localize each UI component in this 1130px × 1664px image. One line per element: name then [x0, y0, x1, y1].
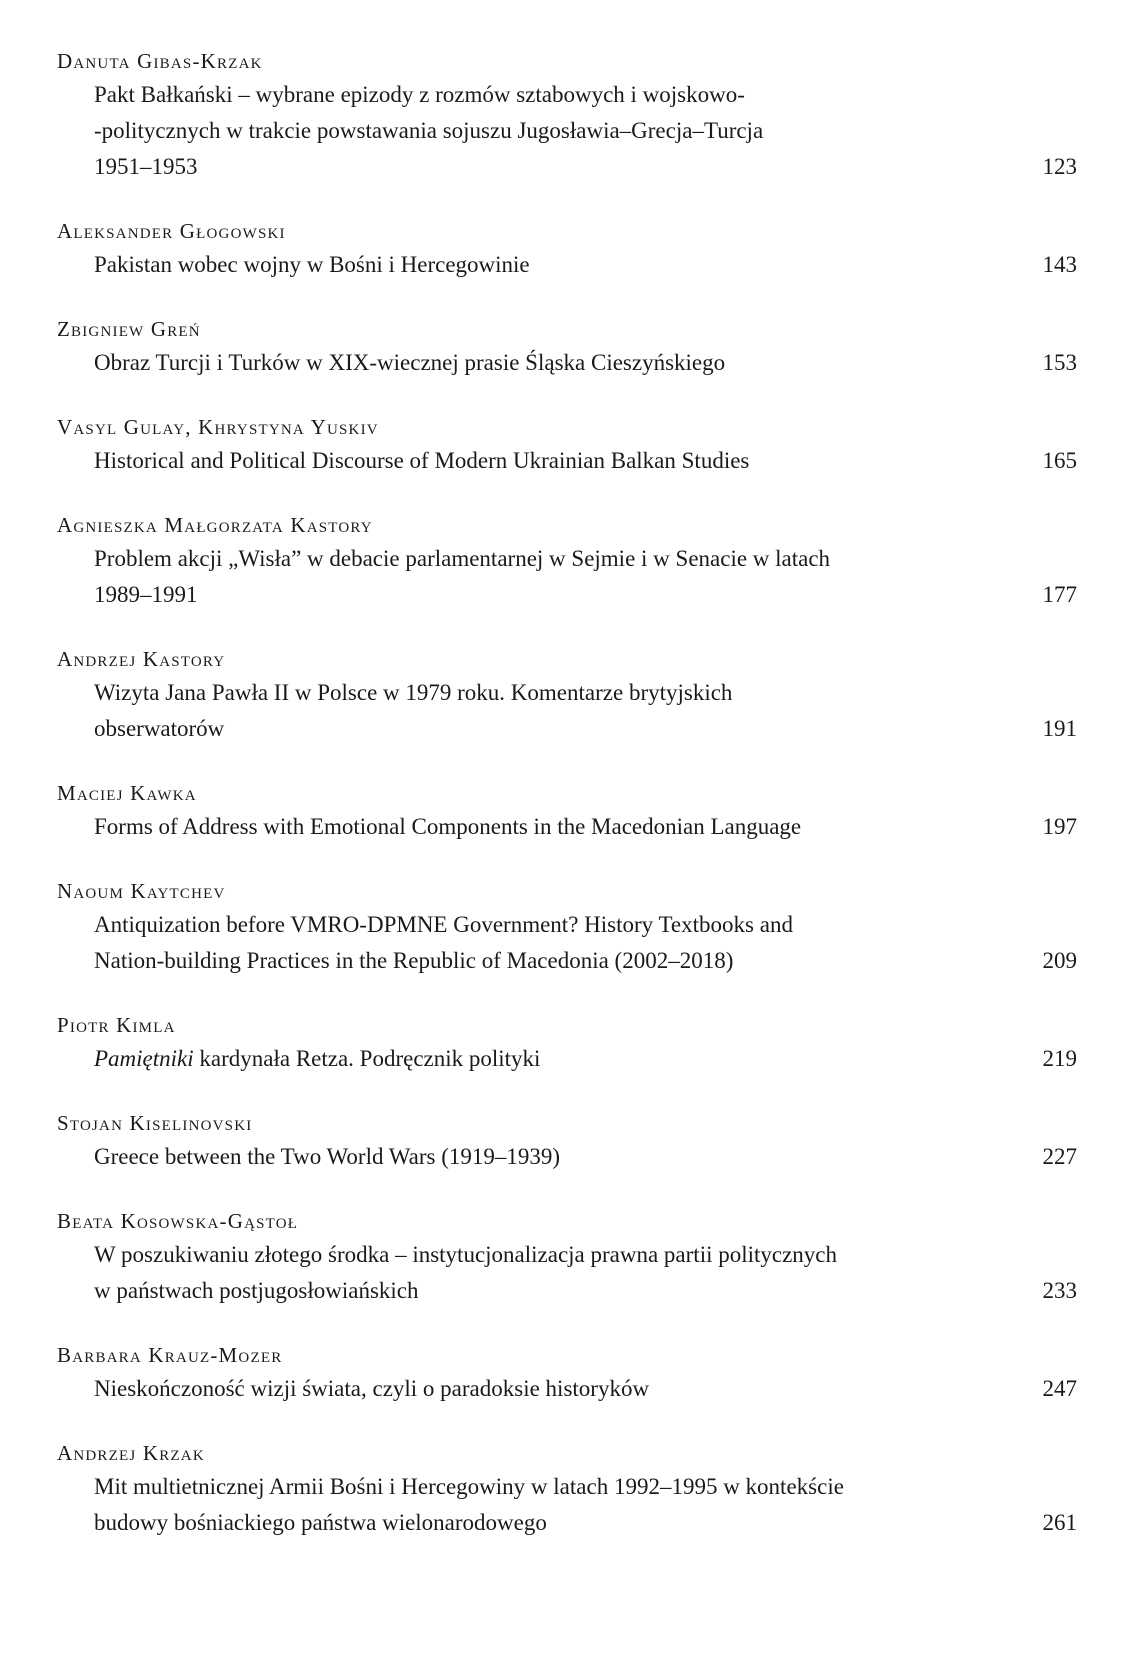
- toc-entry: [57, 1438, 1077, 1541]
- entry-title-row: [57, 1041, 1077, 1077]
- toc-entry: [57, 1340, 1077, 1407]
- title-line: Forms of Address with Emotional Components in the Macedonian Language: [94, 814, 802, 839]
- toc-entry: [57, 1206, 1077, 1309]
- entry-page-number: 261: [1042, 1510, 1077, 1535]
- entry-title-row: [57, 443, 1077, 479]
- title-line: [94, 1041, 967, 1077]
- title-line: Pakistan wobec wojny w Bośni i Hercegowinie: [94, 252, 530, 277]
- title-line: Obraz Turcji i Turków w XIX-wiecznej prasie Śląska Cieszyńskiego: [94, 350, 726, 375]
- entry-title: [94, 1041, 1017, 1077]
- entry-title-row: [57, 247, 1077, 283]
- entry-title: [94, 247, 1017, 283]
- entry-title: [94, 1469, 1017, 1541]
- toc-entry: [57, 778, 1077, 845]
- title-line: w państwach postjugosłowiańskich: [94, 1278, 419, 1303]
- entry-page-number: 123: [1042, 154, 1077, 179]
- title-line: 1989–1991: [94, 582, 198, 607]
- toc-entry: [57, 412, 1077, 479]
- entry-author: Stojan Kiselinovski: [57, 1111, 253, 1135]
- title-line: Mit multietnicznej Armii Bośni i Hercegowiny w latach 1992–1995 w kontekście: [94, 1474, 844, 1499]
- title-line: budowy bośniackiego państwa wielonarodowego: [94, 1510, 547, 1535]
- entry-author: Andrzej Krzak: [57, 1441, 205, 1465]
- title-line: -politycznych w trakcie powstawania sojuszu Jugosławia–Grecja–Turcja: [94, 118, 764, 143]
- title-line: Nieskończoność wizji świata, czyli o paradoksie historyków: [94, 1376, 650, 1401]
- entry-page-number: 209: [1042, 948, 1077, 973]
- entry-title-row: [57, 1469, 1077, 1541]
- toc-entry: [57, 876, 1077, 979]
- entry-title-row: [57, 345, 1077, 381]
- title-rest-part: kardynała Retza. Podręcznik polityki: [193, 1046, 541, 1071]
- entry-title-row: [57, 541, 1077, 613]
- entry-title-row: [57, 809, 1077, 845]
- toc-entry: [57, 510, 1077, 613]
- entry-author: Barbara Krauz-Mozer: [57, 1343, 283, 1367]
- toc-entry: [57, 1108, 1077, 1175]
- title-italic-part: Pamiętniki: [94, 1046, 194, 1071]
- entry-page-number: 219: [1042, 1046, 1077, 1071]
- entry-title: [94, 77, 1017, 185]
- entry-author: Piotr Kimla: [57, 1013, 176, 1037]
- entry-author: Naoum Kaytchev: [57, 879, 226, 903]
- entry-title-row: [57, 1237, 1077, 1309]
- entry-title: [94, 1371, 1017, 1407]
- entry-title: [94, 541, 1017, 613]
- entry-page-number: 227: [1042, 1144, 1077, 1169]
- toc-entry: [57, 216, 1077, 283]
- toc-entry: [57, 314, 1077, 381]
- title-line: Antiquization before VMRO-DPMNE Government? History Textbooks and: [94, 912, 793, 937]
- entry-title: [94, 443, 1017, 479]
- entry-page-number: 247: [1042, 1376, 1077, 1401]
- title-line: 1951–1953: [94, 154, 198, 179]
- entry-title: [94, 345, 1017, 381]
- entry-page-number: 165: [1042, 448, 1077, 473]
- title-line: Wizyta Jana Pawła II w Polsce w 1979 roku. Komentarze brytyjskich: [94, 680, 733, 705]
- entry-author: Beata Kosowska-Gąstoł: [57, 1209, 299, 1233]
- entry-page-number: 197: [1042, 814, 1077, 839]
- title-line: Greece between the Two World Wars (1919–1939): [94, 1144, 561, 1169]
- entry-page-number: 153: [1042, 350, 1077, 375]
- entry-author: Maciej Kawka: [57, 781, 197, 805]
- entry-title-row: [57, 907, 1077, 979]
- title-line: Problem akcji „Wisła” w debacie parlamentarnej w Sejmie i w Senacie w latach: [94, 546, 831, 571]
- entry-author: Agnieszka Małgorzata Kastory: [57, 513, 373, 537]
- entry-title: [94, 907, 1017, 979]
- entry-page-number: 233: [1042, 1278, 1077, 1303]
- entry-title-row: [57, 1139, 1077, 1175]
- entry-author: Danuta Gibas-Krzak: [57, 49, 263, 73]
- entry-title-row: [57, 1371, 1077, 1407]
- toc-entry: [57, 46, 1077, 185]
- entry-title-row: [57, 77, 1077, 185]
- entry-page-number: 177: [1042, 582, 1077, 607]
- entry-title-row: [57, 675, 1077, 747]
- toc-entry: [57, 644, 1077, 747]
- entry-author: Aleksander Głogowski: [57, 219, 286, 243]
- entry-title: [94, 1237, 1017, 1309]
- toc-entries: [57, 46, 1077, 1572]
- title-line: Nation-building Practices in the Republic of Macedonia (2002–2018): [94, 948, 734, 973]
- title-line: Pakt Bałkański – wybrane epizody z rozmów sztabowych i wojskowo-: [94, 82, 745, 107]
- entry-author: Zbigniew Greń: [57, 317, 201, 341]
- entry-title: [94, 675, 1017, 747]
- entry-title: [94, 1139, 1017, 1175]
- entry-author: Vasyl Gulay, Khrystyna Yuskiv: [57, 415, 379, 439]
- toc-entry: [57, 1010, 1077, 1077]
- entry-author: Andrzej Kastory: [57, 647, 226, 671]
- title-line: Historical and Political Discourse of Modern Ukrainian Balkan Studies: [94, 448, 750, 473]
- title-line: obserwatorów: [94, 716, 225, 741]
- entry-page-number: 191: [1042, 716, 1077, 741]
- entry-title: [94, 809, 1017, 845]
- entry-page-number: 143: [1042, 252, 1077, 277]
- title-line: W poszukiwaniu złotego środka – instytucjonalizacja prawna partii politycznych: [94, 1242, 838, 1267]
